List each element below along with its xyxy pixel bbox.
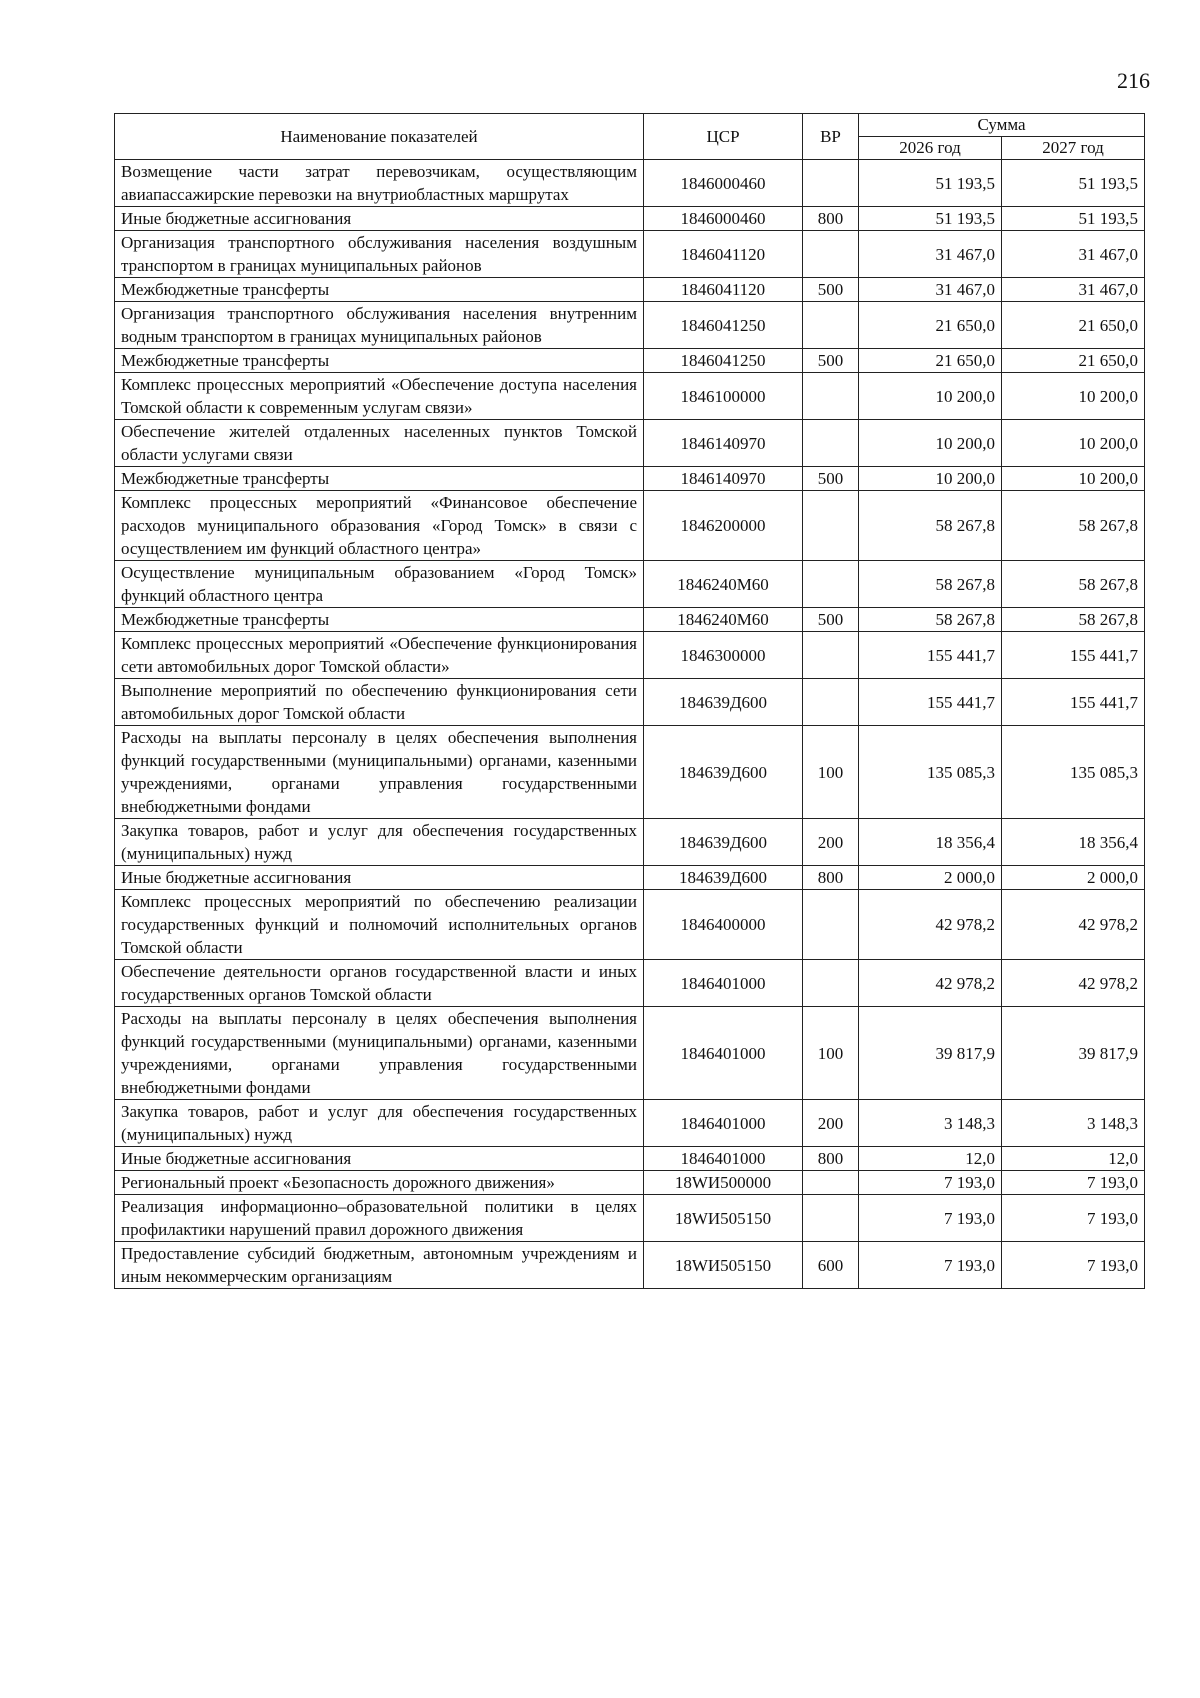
row-name: Организация транспортного обслуживания населения воздушным транспортом в границах муниципальных районов — [115, 231, 644, 278]
row-vr-code: 500 — [803, 608, 859, 632]
row-sum-2027: 42 978,2 — [1002, 890, 1145, 960]
row-vr-code — [803, 632, 859, 679]
row-csr-code: 1846401000 — [644, 1007, 803, 1100]
table-row — [115, 207, 1145, 231]
row-csr-code: 184639Д600 — [644, 679, 803, 726]
row-csr-code: 184639Д600 — [644, 866, 803, 890]
row-vr-code — [803, 373, 859, 420]
row-sum-2027: 42 978,2 — [1002, 960, 1145, 1007]
row-name: Закупка товаров, работ и услуг для обеспечения государственных (муниципальных) нужд — [115, 819, 644, 866]
row-sum-2026: 10 200,0 — [859, 420, 1002, 467]
row-csr-code: 1846140970 — [644, 420, 803, 467]
row-sum-2026: 7 193,0 — [859, 1195, 1002, 1242]
row-sum-2026: 135 085,3 — [859, 726, 1002, 819]
row-sum-2026: 31 467,0 — [859, 278, 1002, 302]
row-vr-code — [803, 960, 859, 1007]
row-sum-2027: 7 193,0 — [1002, 1195, 1145, 1242]
table-row — [115, 231, 1145, 278]
row-vr-code: 500 — [803, 278, 859, 302]
table-row — [115, 373, 1145, 420]
row-csr-code: 1846401000 — [644, 1147, 803, 1171]
row-vr-code — [803, 1171, 859, 1195]
row-vr-code: 100 — [803, 726, 859, 819]
row-sum-2026: 39 817,9 — [859, 1007, 1002, 1100]
row-name: Осуществление муниципальным образованием «Город Томск» функций областного центра — [115, 561, 644, 608]
row-sum-2026: 7 193,0 — [859, 1171, 1002, 1195]
row-csr-code: 1846100000 — [644, 373, 803, 420]
table-body — [115, 160, 1145, 1289]
row-name: Комплекс процессных мероприятий по обеспечению реализации государственных функций и полномочий исполнительных органов Томской области — [115, 890, 644, 960]
row-vr-code — [803, 420, 859, 467]
row-sum-2027: 135 085,3 — [1002, 726, 1145, 819]
row-vr-code — [803, 561, 859, 608]
row-sum-2027: 10 200,0 — [1002, 420, 1145, 467]
row-name: Межбюджетные трансферты — [115, 349, 644, 373]
table-row — [115, 632, 1145, 679]
table-header — [115, 114, 1145, 160]
row-csr-code: 1846200000 — [644, 491, 803, 561]
table-row — [115, 278, 1145, 302]
row-sum-2027: 58 267,8 — [1002, 608, 1145, 632]
table-row — [115, 491, 1145, 561]
row-vr-code — [803, 1195, 859, 1242]
row-vr-code — [803, 679, 859, 726]
table-row — [115, 819, 1145, 866]
row-sum-2027: 21 650,0 — [1002, 349, 1145, 373]
row-name: Расходы на выплаты персоналу в целях обеспечения выполнения функций государственными (муниципальными) органами, казенными учреждениями, органами управления государственными внебюджетными фондами — [115, 726, 644, 819]
table-row — [115, 561, 1145, 608]
row-sum-2026: 155 441,7 — [859, 679, 1002, 726]
row-csr-code: 1846041250 — [644, 349, 803, 373]
header-vr: ВР — [803, 114, 859, 160]
table-row — [115, 866, 1145, 890]
row-sum-2026: 31 467,0 — [859, 231, 1002, 278]
row-vr-code: 100 — [803, 1007, 859, 1100]
row-csr-code: 1846041120 — [644, 278, 803, 302]
row-name: Предоставление субсидий бюджетным, автономным учреждениям и иным некоммерческим организациям — [115, 1242, 644, 1289]
header-name: Наименование показателей — [115, 114, 644, 160]
row-vr-code: 600 — [803, 1242, 859, 1289]
row-vr-code: 200 — [803, 1100, 859, 1147]
row-sum-2027: 31 467,0 — [1002, 231, 1145, 278]
row-sum-2027: 7 193,0 — [1002, 1242, 1145, 1289]
row-csr-code: 1846240М60 — [644, 608, 803, 632]
row-csr-code: 1846401000 — [644, 1100, 803, 1147]
row-sum-2027: 39 817,9 — [1002, 1007, 1145, 1100]
row-sum-2026: 2 000,0 — [859, 866, 1002, 890]
row-sum-2026: 51 193,5 — [859, 207, 1002, 231]
row-vr-code: 800 — [803, 866, 859, 890]
row-name: Межбюджетные трансферты — [115, 467, 644, 491]
row-sum-2026: 12,0 — [859, 1147, 1002, 1171]
row-vr-code: 800 — [803, 1147, 859, 1171]
table-row — [115, 679, 1145, 726]
row-name: Комплекс процессных мероприятий «Обеспечение функционирования сети автомобильных дорог Томской области» — [115, 632, 644, 679]
row-name: Организация транспортного обслуживания населения внутренним водным транспортом в границах муниципальных районов — [115, 302, 644, 349]
table-row — [115, 1242, 1145, 1289]
row-sum-2027: 155 441,7 — [1002, 679, 1145, 726]
row-sum-2026: 3 148,3 — [859, 1100, 1002, 1147]
row-csr-code: 184639Д600 — [644, 819, 803, 866]
row-sum-2027: 10 200,0 — [1002, 373, 1145, 420]
row-sum-2026: 42 978,2 — [859, 890, 1002, 960]
row-name: Иные бюджетные ассигнования — [115, 207, 644, 231]
row-vr-code — [803, 491, 859, 561]
row-name: Комплекс процессных мероприятий «Обеспечение доступа населения Томской области к современным услугам связи» — [115, 373, 644, 420]
table-row — [115, 160, 1145, 207]
row-sum-2026: 21 650,0 — [859, 302, 1002, 349]
row-csr-code: 1846000460 — [644, 160, 803, 207]
row-csr-code: 1846000460 — [644, 207, 803, 231]
row-csr-code: 18WИ500000 — [644, 1171, 803, 1195]
row-name: Закупка товаров, работ и услуг для обеспечения государственных (муниципальных) нужд — [115, 1100, 644, 1147]
header-year-2027: 2027 год — [1002, 137, 1145, 160]
row-vr-code: 800 — [803, 207, 859, 231]
row-name: Иные бюджетные ассигнования — [115, 866, 644, 890]
table-row — [115, 1171, 1145, 1195]
row-csr-code: 1846140970 — [644, 467, 803, 491]
page-number: 216 — [1117, 68, 1150, 93]
header-sum: Сумма — [859, 114, 1145, 137]
table-row — [115, 960, 1145, 1007]
row-name: Расходы на выплаты персоналу в целях обеспечения выполнения функций государственными (муниципальными) органами, казенными учреждениями, органами управления государственными внебюджетными фондами — [115, 1007, 644, 1100]
row-name: Выполнение мероприятий по обеспечению функционирования сети автомобильных дорог Томской области — [115, 679, 644, 726]
row-sum-2027: 3 148,3 — [1002, 1100, 1145, 1147]
header-csr: ЦСР — [644, 114, 803, 160]
row-vr-code — [803, 231, 859, 278]
row-name: Комплекс процессных мероприятий «Финансовое обеспечение расходов муниципального образования «Город Томск» в связи с осуществлением им функций областного центра» — [115, 491, 644, 561]
row-sum-2027: 10 200,0 — [1002, 467, 1145, 491]
row-sum-2027: 21 650,0 — [1002, 302, 1145, 349]
row-sum-2026: 7 193,0 — [859, 1242, 1002, 1289]
row-sum-2026: 18 356,4 — [859, 819, 1002, 866]
row-vr-code — [803, 160, 859, 207]
table-row — [115, 420, 1145, 467]
row-csr-code: 1846300000 — [644, 632, 803, 679]
table-row — [115, 608, 1145, 632]
row-sum-2027: 12,0 — [1002, 1147, 1145, 1171]
row-sum-2027: 2 000,0 — [1002, 866, 1145, 890]
table-row — [115, 1195, 1145, 1242]
row-sum-2027: 155 441,7 — [1002, 632, 1145, 679]
row-name: Возмещение части затрат перевозчикам, осуществляющим авиапассажирские перевозки на внутриобластных маршрутах — [115, 160, 644, 207]
table-row — [115, 467, 1145, 491]
row-name: Иные бюджетные ассигнования — [115, 1147, 644, 1171]
row-sum-2027: 58 267,8 — [1002, 561, 1145, 608]
row-vr-code: 500 — [803, 467, 859, 491]
row-sum-2026: 21 650,0 — [859, 349, 1002, 373]
row-name: Межбюджетные трансферты — [115, 608, 644, 632]
row-name: Межбюджетные трансферты — [115, 278, 644, 302]
table-row — [115, 1007, 1145, 1100]
row-sum-2026: 58 267,8 — [859, 608, 1002, 632]
row-csr-code: 1846240М60 — [644, 561, 803, 608]
table-row — [115, 1100, 1145, 1147]
table-row — [115, 302, 1145, 349]
row-sum-2026: 155 441,7 — [859, 632, 1002, 679]
row-name: Обеспечение деятельности органов государственной власти и иных государственных органов Томской области — [115, 960, 644, 1007]
row-sum-2026: 58 267,8 — [859, 491, 1002, 561]
row-csr-code: 1846400000 — [644, 890, 803, 960]
table-row — [115, 890, 1145, 960]
row-csr-code: 1846041250 — [644, 302, 803, 349]
row-name: Обеспечение жителей отдаленных населенных пунктов Томской области услугами связи — [115, 420, 644, 467]
row-name: Реализация информационно–образовательной политики в целях профилактики нарушений правил дорожного движения — [115, 1195, 644, 1242]
row-sum-2026: 10 200,0 — [859, 467, 1002, 491]
row-sum-2027: 51 193,5 — [1002, 207, 1145, 231]
row-csr-code: 1846401000 — [644, 960, 803, 1007]
header-year-2026: 2026 год — [859, 137, 1002, 160]
row-sum-2026: 10 200,0 — [859, 373, 1002, 420]
row-vr-code: 500 — [803, 349, 859, 373]
row-vr-code: 200 — [803, 819, 859, 866]
row-sum-2026: 51 193,5 — [859, 160, 1002, 207]
budget-table — [114, 113, 1145, 1289]
row-csr-code: 1846041120 — [644, 231, 803, 278]
table-row — [115, 1147, 1145, 1171]
table-row — [115, 726, 1145, 819]
row-csr-code: 18WИ505150 — [644, 1242, 803, 1289]
row-name: Региональный проект «Безопасность дорожного движения» — [115, 1171, 644, 1195]
table-row — [115, 349, 1145, 373]
row-sum-2027: 18 356,4 — [1002, 819, 1145, 866]
row-sum-2027: 31 467,0 — [1002, 278, 1145, 302]
row-sum-2026: 42 978,2 — [859, 960, 1002, 1007]
row-sum-2027: 7 193,0 — [1002, 1171, 1145, 1195]
row-csr-code: 184639Д600 — [644, 726, 803, 819]
row-vr-code — [803, 890, 859, 960]
row-sum-2026: 58 267,8 — [859, 561, 1002, 608]
row-sum-2027: 58 267,8 — [1002, 491, 1145, 561]
row-sum-2027: 51 193,5 — [1002, 160, 1145, 207]
row-csr-code: 18WИ505150 — [644, 1195, 803, 1242]
row-vr-code — [803, 302, 859, 349]
